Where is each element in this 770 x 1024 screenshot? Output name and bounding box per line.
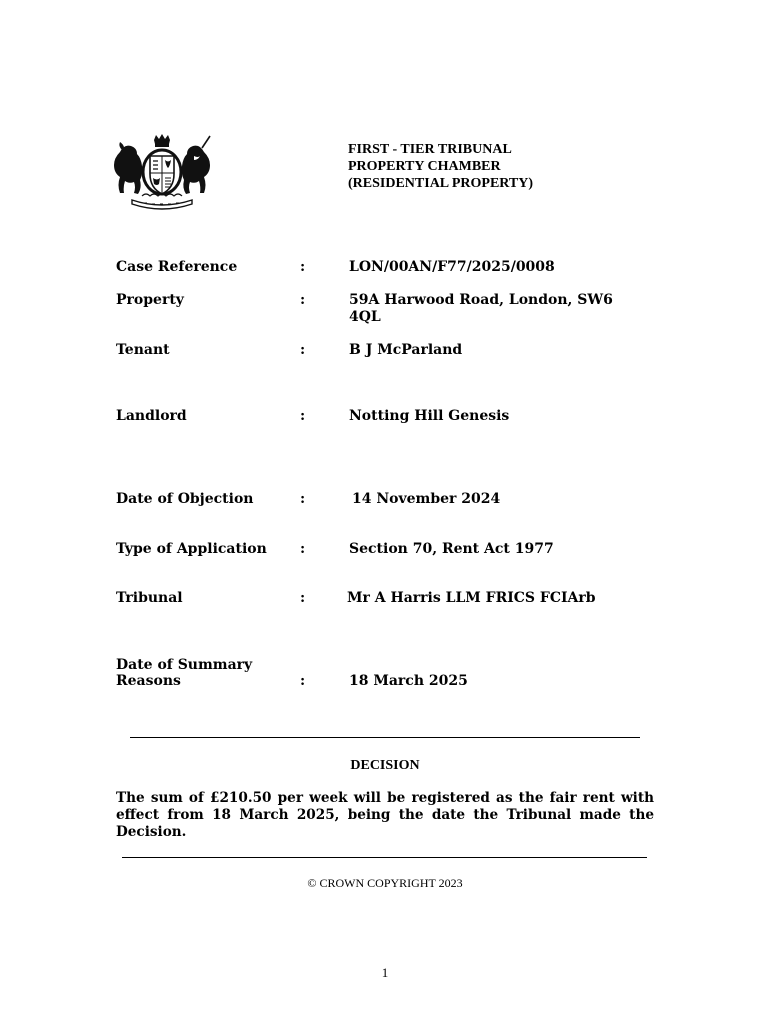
property-value-line: 59A Harwood Road, London, SW6 <box>349 292 613 308</box>
divider <box>122 857 647 858</box>
property-value-line: 4QL <box>349 309 381 325</box>
tribunal-heading-line: (RESIDENTIAL PROPERTY) <box>348 176 534 191</box>
tenant-label: Tenant <box>116 342 170 358</box>
tribunal-label: Tribunal <box>116 590 183 606</box>
case-reference-value: LON/00AN/F77/2025/0008 <box>349 259 555 275</box>
field-separator: : <box>300 408 306 424</box>
decision-heading: DECISION <box>350 758 420 773</box>
case-reference-label: Case Reference <box>116 259 238 275</box>
field-separator: : <box>300 342 306 358</box>
field-separator: : <box>300 491 306 507</box>
type-of-application-label: Type of Application <box>116 541 267 557</box>
divider <box>130 737 640 738</box>
landlord-value: Notting Hill Genesis <box>349 408 510 424</box>
tribunal-heading-line: FIRST - TIER TRIBUNAL <box>348 142 512 157</box>
type-of-application-value: Section 70, Rent Act 1977 <box>349 541 554 557</box>
property-label: Property <box>116 292 184 308</box>
field-separator: : <box>300 590 306 606</box>
decision-text: The sum of £210.50 per week will be registered as the fair rent with effect from 18 March 2025, being the date the Tribunal made the Decision. <box>116 790 654 840</box>
field-separator: : <box>300 259 306 275</box>
tribunal-value: Mr A Harris LLM FRICS FCIArb <box>347 590 596 606</box>
landlord-label: Landlord <box>116 408 187 424</box>
date-of-summary-reasons-value: 18 March 2025 <box>349 673 468 689</box>
field-separator: : <box>300 541 306 557</box>
page-number: 1 <box>381 965 389 980</box>
tenant-value: B J McParland <box>349 342 463 358</box>
date-of-summary-reasons-label-line: Date of Summary <box>116 657 253 673</box>
date-of-summary-reasons-label-line: Reasons <box>116 673 181 689</box>
royal-coat-of-arms-icon <box>112 134 212 210</box>
field-separator: : <box>300 673 306 689</box>
date-of-objection-value: 14 November 2024 <box>352 491 501 507</box>
tribunal-heading-line: PROPERTY CHAMBER <box>348 159 501 174</box>
copyright-notice: © CROWN COPYRIGHT 2023 <box>307 876 463 890</box>
date-of-objection-label: Date of Objection <box>116 491 254 507</box>
tribunal-heading <box>348 141 533 192</box>
field-separator: : <box>300 292 306 308</box>
